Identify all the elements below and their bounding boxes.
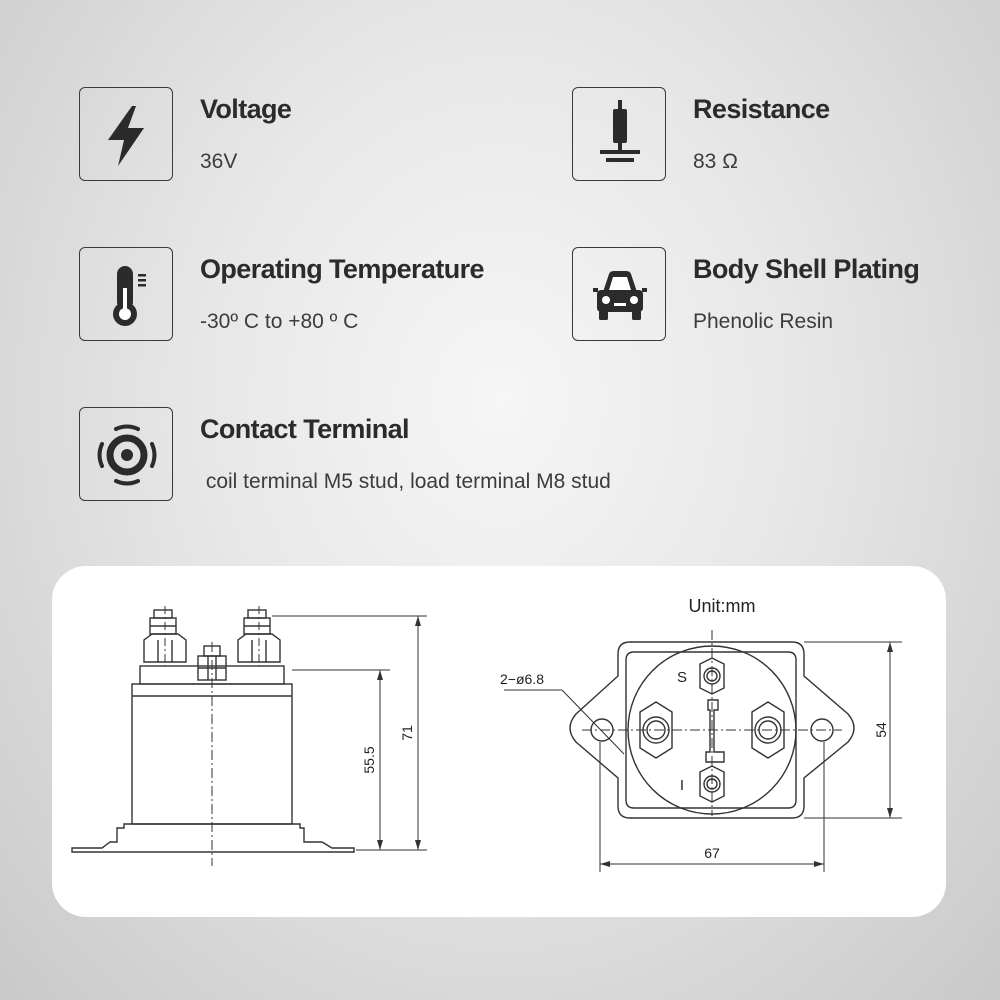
resistance-icon-box	[572, 87, 666, 181]
resistance-value: 83 Ω	[693, 150, 738, 173]
hole-diameter-label: 2−ø6.8	[500, 671, 544, 687]
target-rings-icon	[80, 408, 174, 502]
voltage-icon-box	[79, 87, 173, 181]
side-height-body-label: 55.5	[361, 746, 377, 774]
terminal-title: Contact Terminal	[200, 414, 409, 444]
terminal-i-label: I	[679, 777, 685, 794]
side-view	[72, 606, 427, 866]
resistor-ground-icon	[573, 88, 667, 182]
voltage-value: 36V	[200, 150, 238, 173]
plating-value: Phenolic Resin	[693, 310, 834, 333]
plating-icon-box	[572, 247, 666, 341]
temperature-title: Operating Temperature	[200, 254, 484, 284]
resistance-title: Resistance	[693, 94, 830, 124]
top-width-label: 67	[704, 845, 720, 861]
voltage-title: Voltage	[200, 94, 292, 124]
temperature-value: -30º C to +80 º C	[200, 310, 359, 333]
side-height-total-label: 71	[399, 725, 415, 741]
car-front-icon	[573, 248, 667, 342]
lightning-bolt-icon	[80, 88, 174, 182]
thermometer-icon	[80, 248, 174, 342]
technical-drawing	[52, 566, 946, 917]
terminal-s-label: S	[676, 669, 688, 686]
terminal-icon-box	[79, 407, 173, 501]
top-height-label: 54	[873, 722, 889, 738]
top-view	[504, 630, 902, 872]
technical-drawing-panel	[52, 566, 946, 917]
plating-title: Body Shell Plating	[693, 254, 920, 284]
terminal-value: coil terminal M5 stud, load terminal M8 stud	[200, 470, 611, 493]
temperature-icon-box	[79, 247, 173, 341]
unit-label: Unit:mm	[688, 596, 756, 616]
